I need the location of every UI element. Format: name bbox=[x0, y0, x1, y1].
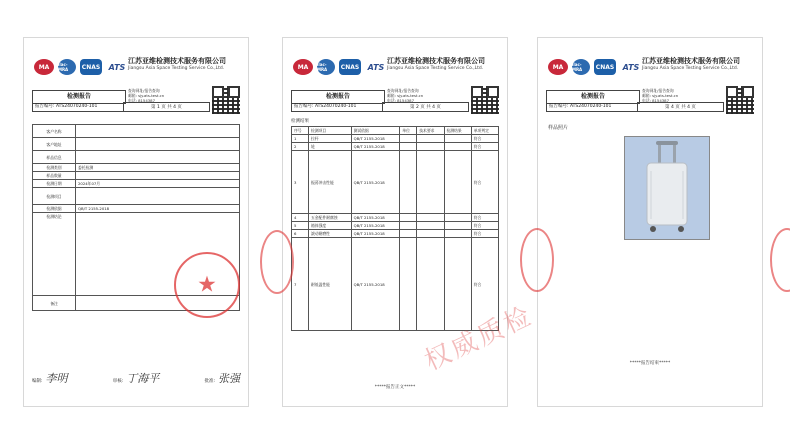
row-value: 委托检测 bbox=[76, 164, 240, 172]
cnas-logo: CNAS bbox=[594, 59, 616, 75]
row-label: 备注 bbox=[33, 296, 76, 311]
report-page-3 bbox=[538, 38, 762, 406]
cell bbox=[417, 143, 444, 151]
stamp-star-icon: ★ bbox=[197, 272, 217, 298]
cell bbox=[400, 230, 417, 238]
report-number: 报告编号: ATS24070240-101 bbox=[546, 102, 638, 112]
end-mark: *****报告结束***** bbox=[629, 361, 671, 366]
table-header-row bbox=[292, 127, 499, 135]
company-name-en: Jiangsu Asia Space Testing Service Co.,Ltd. bbox=[128, 66, 225, 71]
cell: 滚动耐磨性 bbox=[308, 230, 351, 238]
info-line: 查询网址/报告查询 bbox=[642, 88, 674, 93]
cell: 五金配件耐腐蚀 bbox=[308, 214, 351, 222]
column-header: 单位 bbox=[400, 127, 417, 135]
row-value: 2024年07月 bbox=[76, 180, 240, 188]
row-value bbox=[76, 125, 240, 138]
signature: 李明 bbox=[45, 372, 68, 385]
table-row bbox=[292, 238, 499, 331]
row-label: 检测项目 bbox=[33, 188, 76, 205]
signer bbox=[32, 370, 68, 386]
cell: 符合 bbox=[471, 135, 498, 143]
cell: 符合 bbox=[471, 238, 498, 331]
cell bbox=[444, 151, 471, 214]
cell bbox=[400, 238, 417, 331]
cell bbox=[400, 135, 417, 143]
table-row bbox=[33, 172, 240, 180]
suitcase-icon bbox=[625, 137, 709, 239]
certification-logos bbox=[34, 56, 128, 78]
official-stamp bbox=[174, 252, 240, 318]
cell bbox=[417, 222, 444, 230]
signature-row bbox=[32, 370, 240, 386]
table-row bbox=[292, 214, 499, 222]
info-line: 查询网址/报告查询 bbox=[128, 88, 160, 93]
report-title: 检测报告 bbox=[291, 90, 385, 104]
cell bbox=[400, 214, 417, 222]
column-header: 检测结果 bbox=[444, 127, 471, 135]
column-header: 序号 bbox=[292, 127, 309, 135]
signer-role: 编制: bbox=[32, 379, 43, 384]
info-line: 邮箱: sjy.ats-test.cn bbox=[128, 93, 165, 98]
cell bbox=[400, 143, 417, 151]
seal-edge bbox=[260, 230, 294, 294]
report-title: 检测报告 bbox=[546, 90, 640, 104]
results-table bbox=[291, 126, 499, 331]
ilac-logo: ilac-MRA bbox=[317, 59, 335, 75]
column-header: 单项判定 bbox=[471, 127, 498, 135]
cell: 符合 bbox=[471, 143, 498, 151]
ma-logo: MA bbox=[548, 59, 568, 75]
report-number: 报告编号: ATS24070240-101 bbox=[32, 102, 124, 112]
cell bbox=[444, 214, 471, 222]
company-name-cn: 江苏亚维检测技术服务有限公司 bbox=[128, 57, 226, 65]
company-header bbox=[387, 56, 505, 71]
seal-edge bbox=[770, 228, 790, 292]
ilac-logo: ilac-MRA bbox=[572, 59, 590, 75]
info-line: 查询网址/报告查询 bbox=[387, 88, 419, 93]
cell: QB/T 2155-2018 bbox=[351, 143, 400, 151]
row-label: 检测结论 bbox=[33, 213, 76, 296]
cell: 4 bbox=[292, 214, 309, 222]
cnas-logo: CNAS bbox=[80, 59, 102, 75]
table-row bbox=[33, 180, 240, 188]
company-header bbox=[642, 56, 760, 71]
row-label: 样品数量 bbox=[33, 172, 76, 180]
table-row bbox=[33, 125, 240, 138]
cell bbox=[417, 151, 444, 214]
report-info bbox=[642, 88, 722, 103]
cell: 7 bbox=[292, 238, 309, 331]
qr-code bbox=[471, 86, 499, 114]
cell bbox=[444, 143, 471, 151]
cell bbox=[444, 222, 471, 230]
company-name-cn: 江苏亚维检测技术服务有限公司 bbox=[387, 57, 485, 65]
cell bbox=[444, 135, 471, 143]
table-row bbox=[292, 151, 499, 214]
cell: 6 bbox=[292, 230, 309, 238]
signer bbox=[113, 370, 160, 386]
cell: 箱体强度 bbox=[308, 222, 351, 230]
section-title: 检测结果 bbox=[291, 119, 309, 124]
ilac-logo: ilac-MRA bbox=[58, 59, 76, 75]
company-name-en: Jiangsu Asia Space Testing Service Co.,Ltd. bbox=[642, 66, 739, 71]
row-label: 样品信息 bbox=[33, 151, 76, 164]
info-line: 电话: 8154387 bbox=[128, 98, 155, 103]
signature: 张强 bbox=[218, 372, 240, 385]
report-number: 报告编号: ATS24070240-101 bbox=[291, 102, 383, 112]
end-mark: *****报告正文***** bbox=[374, 385, 416, 390]
table-row bbox=[292, 222, 499, 230]
info-line: 电话: 8154387 bbox=[642, 98, 669, 103]
ats-logo: ATS bbox=[367, 62, 385, 72]
signer bbox=[204, 370, 240, 386]
certification-logos bbox=[293, 56, 387, 78]
row-label: 客户名称 bbox=[33, 125, 76, 138]
cell: 5 bbox=[292, 222, 309, 230]
cell: 耐低温性能 bbox=[308, 238, 351, 331]
ats-logo: ATS bbox=[108, 62, 126, 72]
table-row bbox=[33, 205, 240, 213]
row-label: 检测类别 bbox=[33, 164, 76, 172]
cell: QB/T 2155-2018 bbox=[351, 214, 400, 222]
cell: 拉杆 bbox=[308, 135, 351, 143]
row-label: 检测依据 bbox=[33, 205, 76, 213]
cell bbox=[444, 238, 471, 331]
report-title: 检测报告 bbox=[32, 90, 126, 104]
cell: 轮 bbox=[308, 143, 351, 151]
cell: 3 bbox=[292, 151, 309, 214]
cell: 符合 bbox=[471, 214, 498, 222]
cell: QB/T 2155-2018 bbox=[351, 151, 400, 214]
cell: 振荡冲击性能 bbox=[308, 151, 351, 214]
row-value bbox=[76, 188, 240, 205]
column-header: 技术要求 bbox=[417, 127, 444, 135]
company-name-cn: 江苏亚维检测技术服务有限公司 bbox=[642, 57, 740, 65]
photo-label: 样品照片 bbox=[548, 125, 569, 131]
cell bbox=[417, 135, 444, 143]
signature: 丁海平 bbox=[126, 372, 160, 385]
signer-role: 批准: bbox=[204, 379, 215, 384]
column-header: 测试依据 bbox=[351, 127, 400, 135]
table-row bbox=[33, 188, 240, 205]
table-row bbox=[33, 151, 240, 164]
certification-logos bbox=[548, 56, 642, 78]
table-row bbox=[292, 230, 499, 238]
company-name-en: Jiangsu Asia Space Testing Service Co.,Ltd. bbox=[387, 66, 484, 71]
report-info bbox=[387, 88, 467, 103]
row-value: QB/T 2155-2018 bbox=[76, 205, 240, 213]
cell: 符合 bbox=[471, 230, 498, 238]
report-info bbox=[128, 88, 208, 103]
report-page-1 bbox=[24, 38, 248, 406]
row-value bbox=[76, 151, 240, 164]
cell: QB/T 2155-2018 bbox=[351, 238, 400, 331]
page-label: 第 2 页 共 4 页 bbox=[383, 102, 469, 112]
cell: QB/T 2155-2018 bbox=[351, 222, 400, 230]
qr-code bbox=[212, 86, 240, 114]
ats-logo: ATS bbox=[622, 62, 640, 72]
info-line: 电话: 8154387 bbox=[387, 98, 414, 103]
table-row bbox=[33, 164, 240, 172]
page-label: 第 4 页 共 4 页 bbox=[638, 102, 724, 112]
cell bbox=[444, 230, 471, 238]
page-label: 第 1 页 共 4 页 bbox=[124, 102, 210, 112]
cell: QB/T 2155-2018 bbox=[351, 135, 400, 143]
row-value bbox=[76, 172, 240, 180]
cell: QB/T 2155-2018 bbox=[351, 230, 400, 238]
table-row bbox=[292, 143, 499, 151]
signer-role: 审核: bbox=[112, 379, 124, 384]
cell: 1 bbox=[292, 135, 309, 143]
info-line: 邮箱: sjy.ats-test.cn bbox=[387, 93, 424, 98]
cell bbox=[417, 214, 444, 222]
table-row bbox=[33, 138, 240, 151]
cell bbox=[400, 222, 417, 230]
watermark-text: 权威质检 bbox=[420, 300, 538, 377]
table-row bbox=[292, 135, 499, 143]
row-label: 检测日期 bbox=[33, 180, 76, 188]
row-value bbox=[76, 138, 240, 151]
cell: 2 bbox=[292, 143, 309, 151]
cell: 符合 bbox=[471, 222, 498, 230]
cell bbox=[400, 151, 417, 214]
cell bbox=[417, 230, 444, 238]
company-header bbox=[128, 56, 246, 71]
column-header: 检测项目 bbox=[308, 127, 351, 135]
ma-logo: MA bbox=[34, 59, 54, 75]
cell bbox=[417, 238, 444, 331]
info-line: 邮箱: sjy.ats-test.cn bbox=[642, 93, 679, 98]
seal-edge bbox=[520, 228, 554, 292]
cell: 符合 bbox=[471, 151, 498, 214]
ma-logo: MA bbox=[293, 59, 313, 75]
qr-code bbox=[726, 86, 754, 114]
luggage-photo bbox=[624, 136, 710, 240]
row-label: 客户地址 bbox=[33, 138, 76, 151]
cnas-logo: CNAS bbox=[339, 59, 361, 75]
